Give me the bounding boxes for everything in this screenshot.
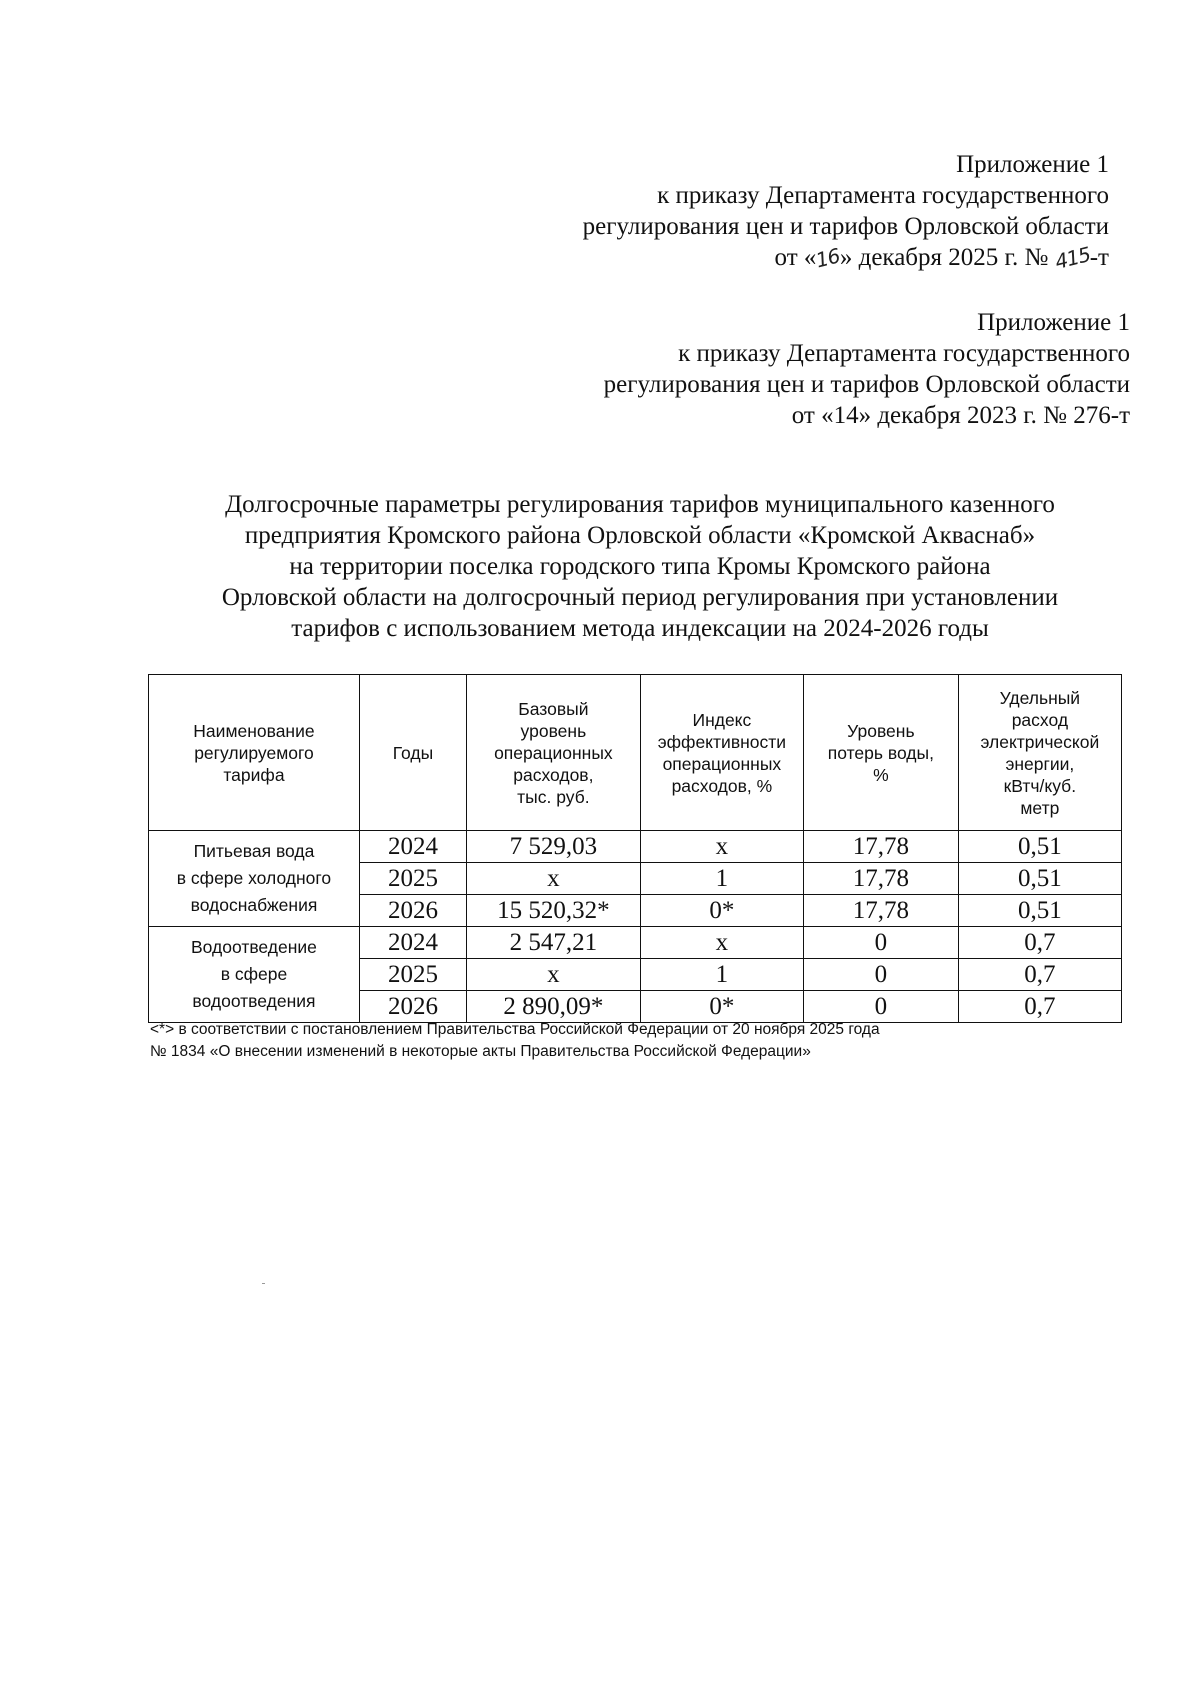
title-line: предприятия Кромского района Орловской области «Кромской Акваснаб» (244, 522, 1036, 549)
order-date-number (409, 242, 1109, 274)
year-cell: 2025 (359, 863, 466, 895)
title-line: на территории поселка городского типа Кромы Кромского района (289, 553, 991, 580)
efficiency-index-cell: 0* (640, 991, 803, 1023)
table-row (149, 831, 1122, 863)
table-header-row (149, 675, 1122, 831)
order-date-number: от «14» декабря 2023 г. № 276-т (791, 402, 1130, 429)
energy-cell: 0,7 (958, 959, 1121, 991)
handwritten-number: 415 (1052, 242, 1092, 274)
date-middle: » декабря 2025 г. № (839, 244, 1055, 271)
tariff-name-wastewater: Водоотведение в сфере водоотведения (149, 927, 360, 1023)
header-years: Годы (359, 675, 466, 831)
footnote (150, 1019, 1130, 1063)
department-name: регулирования цен и тарифов Орловской области (603, 371, 1130, 398)
table-row (149, 927, 1122, 959)
year-cell: 2024 (359, 927, 466, 959)
scan-artifact (262, 1283, 265, 1284)
title-line: Орловской области на долгосрочный период регулирования при установлении (221, 584, 1059, 611)
header-efficiency-index: Индекс эффективности операционных расходов, % (640, 675, 803, 831)
footnote-line: <*> в соответствии с постановлением Правительства Российской Федерации от 20 ноября 2025 года (150, 1021, 880, 1038)
number-suffix: -т (1089, 244, 1109, 271)
base-level-cell: х (466, 959, 640, 991)
efficiency-index-cell: 1 (640, 959, 803, 991)
year-cell: 2026 (359, 895, 466, 927)
tariff-parameters-table (148, 674, 1122, 1023)
efficiency-index-cell: х (640, 927, 803, 959)
base-level-cell: х (466, 863, 640, 895)
base-level-cell: 7 529,03 (466, 831, 640, 863)
appendix-header-previous (430, 307, 1130, 431)
date-prefix: от « (774, 244, 817, 271)
title-line: Долгосрочные параметры регулирования тарифов муниципального казенного (225, 491, 1055, 518)
water-loss-cell: 0 (804, 927, 959, 959)
year-cell: 2025 (359, 959, 466, 991)
water-loss-cell: 17,78 (804, 895, 959, 927)
footnote-line: № 1834 «О внесении изменений в некоторые акты Правительства Российской Федерации» (150, 1043, 811, 1060)
water-loss-cell: 0 (804, 959, 959, 991)
document-title (120, 489, 1160, 644)
department-name: регулирования цен и тарифов Орловской области (582, 213, 1109, 240)
appendix-label: Приложение 1 (956, 151, 1109, 178)
order-reference: к приказу Департамента государственного (657, 182, 1109, 209)
water-loss-cell: 17,78 (804, 863, 959, 895)
base-level-cell: 15 520,32* (466, 895, 640, 927)
energy-cell: 0,51 (958, 831, 1121, 863)
efficiency-index-cell: 1 (640, 863, 803, 895)
title-line: тарифов с использованием метода индексации на 2024-2026 годы (291, 615, 989, 642)
efficiency-index-cell: 0* (640, 895, 803, 927)
efficiency-index-cell: х (640, 831, 803, 863)
appendix-label: Приложение 1 (977, 309, 1130, 336)
header-energy-consumption: Удельный расход электрической энергии, кВтч/куб. метр (958, 675, 1121, 831)
base-level-cell: 2 890,09* (466, 991, 640, 1023)
water-loss-cell: 0 (804, 991, 959, 1023)
energy-cell: 0,7 (958, 991, 1121, 1023)
water-loss-cell: 17,78 (804, 831, 959, 863)
energy-cell: 0,51 (958, 863, 1121, 895)
energy-cell: 0,51 (958, 895, 1121, 927)
header-base-level: Базовый уровень операционных расходов, тыс. руб. (466, 675, 640, 831)
tariff-name-drinking-water: Питьевая вода в сфере холодного водоснабжения (149, 831, 360, 927)
header-tariff-name: Наименование регулируемого тарифа (149, 675, 360, 831)
header-water-losses: Уровень потерь воды, % (804, 675, 959, 831)
base-level-cell: 2 547,21 (466, 927, 640, 959)
appendix-header-current (409, 149, 1109, 274)
order-reference: к приказу Департамента государственного (678, 340, 1130, 367)
handwritten-day: 16 (813, 243, 843, 273)
year-cell: 2024 (359, 831, 466, 863)
energy-cell: 0,7 (958, 927, 1121, 959)
year-cell: 2026 (359, 991, 466, 1023)
